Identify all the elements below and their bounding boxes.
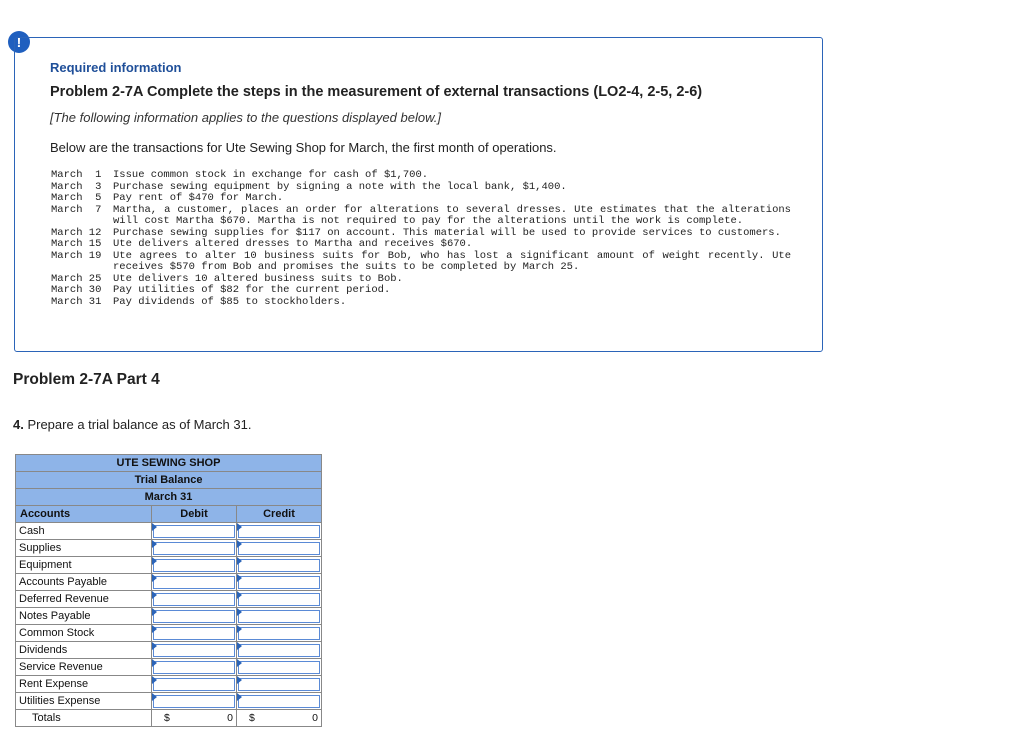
debit-column-header: Debit xyxy=(152,506,237,523)
flag-icon xyxy=(237,540,242,548)
notes-payable-credit-input[interactable] xyxy=(238,610,320,623)
flag-icon xyxy=(237,676,242,684)
flag-icon xyxy=(152,659,157,667)
account-name: Service Revenue xyxy=(16,659,152,676)
trial-balance-table xyxy=(15,454,322,727)
table-row xyxy=(16,540,322,557)
debit-cell xyxy=(152,591,237,608)
credit-cell xyxy=(237,557,322,574)
total-debit-value: 0 xyxy=(227,712,233,724)
credit-cell xyxy=(237,608,322,625)
transaction-list xyxy=(51,170,791,308)
transaction-date: March 3 xyxy=(51,180,102,193)
transaction-date: March 25 xyxy=(51,272,102,285)
question-body: Prepare a trial balance as of March 31. xyxy=(23,417,252,432)
table-row xyxy=(16,608,322,625)
table-row xyxy=(16,693,322,710)
info-note: [The following information applies to the questions displayed below.] xyxy=(50,110,441,125)
transaction-date: March 30 xyxy=(51,284,102,296)
transaction-text: Pay utilities of $82 for the current period. xyxy=(113,284,391,296)
service-revenue-debit-input[interactable] xyxy=(153,661,235,674)
transaction-row xyxy=(51,297,791,309)
credit-column-header: Credit xyxy=(237,506,322,523)
account-name: Deferred Revenue xyxy=(16,591,152,608)
debit-cell xyxy=(152,557,237,574)
table-row xyxy=(16,591,322,608)
table-row xyxy=(16,659,322,676)
transaction-date: March 15 xyxy=(51,238,102,250)
debit-cell xyxy=(152,693,237,710)
utilities-expense-credit-input[interactable] xyxy=(238,695,320,708)
transaction-row xyxy=(51,170,791,182)
flag-icon xyxy=(237,591,242,599)
equipment-debit-input[interactable] xyxy=(153,559,235,572)
table-row xyxy=(16,574,322,591)
credit-cell xyxy=(237,693,322,710)
transaction-text: Ute delivers altered dresses to Martha and receives $670. xyxy=(113,238,473,250)
flag-icon xyxy=(237,693,242,701)
totals-row xyxy=(16,710,322,727)
account-name: Dividends xyxy=(16,642,152,659)
alert-icon: ! xyxy=(8,31,30,53)
transaction-text: Pay rent of $470 for March. xyxy=(113,192,284,204)
cash-credit-input[interactable] xyxy=(238,525,320,538)
rent-expense-credit-input[interactable] xyxy=(238,678,320,691)
credit-cell xyxy=(237,659,322,676)
flag-icon xyxy=(152,557,157,565)
transaction-row xyxy=(51,193,791,205)
deferred-revenue-credit-input[interactable] xyxy=(238,593,320,606)
credit-cell xyxy=(237,574,322,591)
transaction-text: Issue common stock in exchange for cash of $1,700. xyxy=(113,169,429,181)
transaction-date: March 7 xyxy=(51,203,102,216)
credit-cell xyxy=(237,676,322,693)
service-revenue-credit-input[interactable] xyxy=(238,661,320,674)
part-title: Problem 2-7A Part 4 xyxy=(13,371,160,388)
accounts-column-header: Accounts xyxy=(16,506,152,523)
question-text xyxy=(13,417,251,432)
transaction-row xyxy=(51,285,791,297)
flag-icon xyxy=(152,625,157,633)
transaction-text: Ute agrees to alter 10 business suits for Bob, who has lost a significant amount of weight recently. Ute receives $570 from Bob and promises the suits to be completed by March 25. xyxy=(113,249,791,273)
total-credit-value: 0 xyxy=(312,712,318,724)
flag-icon xyxy=(237,642,242,650)
flag-icon xyxy=(152,591,157,599)
credit-cell xyxy=(237,642,322,659)
accounts-payable-debit-input[interactable] xyxy=(153,576,235,589)
flag-icon xyxy=(237,574,242,582)
supplies-credit-input[interactable] xyxy=(238,542,320,555)
flag-icon xyxy=(152,540,157,548)
required-information-label: Required information xyxy=(50,60,182,75)
account-name: Common Stock xyxy=(16,625,152,642)
transaction-date: March 5 xyxy=(51,192,102,204)
transaction-row xyxy=(51,239,791,251)
flag-icon xyxy=(152,574,157,582)
dividends-credit-input[interactable] xyxy=(238,644,320,657)
question-number: 4. xyxy=(13,417,24,432)
equipment-credit-input[interactable] xyxy=(238,559,320,572)
currency-symbol: $ xyxy=(164,712,170,724)
statement-name: Trial Balance xyxy=(16,472,322,489)
flag-icon xyxy=(152,676,157,684)
deferred-revenue-debit-input[interactable] xyxy=(153,593,235,606)
statement-date: March 31 xyxy=(16,489,322,506)
table-row xyxy=(16,642,322,659)
debit-cell xyxy=(152,659,237,676)
currency-symbol: $ xyxy=(249,712,255,724)
common-stock-debit-input[interactable] xyxy=(153,627,235,640)
flag-icon xyxy=(237,523,242,531)
credit-cell xyxy=(237,591,322,608)
debit-cell xyxy=(152,642,237,659)
transaction-row xyxy=(51,205,791,228)
flag-icon xyxy=(152,523,157,531)
transaction-date: March 1 xyxy=(51,169,102,181)
transaction-text: Martha, a customer, places an order for alterations to several dresses. Ute estimates that the alterations will cost Martha $670. Martha is not required to pay for the alterations until the work is complete. xyxy=(113,203,791,227)
flag-icon xyxy=(237,659,242,667)
flag-icon xyxy=(237,608,242,616)
transaction-date: March 19 xyxy=(51,249,102,262)
account-name: Accounts Payable xyxy=(16,574,152,591)
flag-icon xyxy=(152,693,157,701)
accounts-payable-credit-input[interactable] xyxy=(238,576,320,589)
account-name: Cash xyxy=(16,523,152,540)
account-name: Notes Payable xyxy=(16,608,152,625)
flag-icon xyxy=(152,642,157,650)
table-row xyxy=(16,625,322,642)
transaction-text: Purchase sewing supplies for $117 on account. This material will be used to provide services to customers. xyxy=(113,226,781,239)
flag-icon xyxy=(237,625,242,633)
debit-cell xyxy=(152,608,237,625)
table-row xyxy=(16,557,322,574)
transaction-row xyxy=(51,251,791,274)
credit-cell xyxy=(237,625,322,642)
credit-cell xyxy=(237,540,322,557)
problem-title: Problem 2-7A Complete the steps in the measurement of external transactions (LO2-4, 2-5, 2-6) xyxy=(50,84,703,100)
notes-payable-debit-input[interactable] xyxy=(153,610,235,623)
total-credit xyxy=(237,710,322,727)
flag-icon xyxy=(237,557,242,565)
transaction-text: Pay dividends of $85 to stockholders. xyxy=(113,295,347,308)
account-name: Rent Expense xyxy=(16,676,152,693)
totals-label: Totals xyxy=(16,710,152,727)
account-name: Equipment xyxy=(16,557,152,574)
credit-cell xyxy=(237,523,322,540)
utilities-expense-debit-input[interactable] xyxy=(153,695,235,708)
table-row xyxy=(16,676,322,693)
transaction-text: Purchase sewing equipment by signing a note with the local bank, $1,400. xyxy=(113,180,567,193)
cash-debit-input[interactable] xyxy=(153,525,235,538)
transaction-date: March 31 xyxy=(51,295,102,308)
intro-text: Below are the transactions for Ute Sewing Shop for March, the first month of operations. xyxy=(50,140,557,155)
supplies-debit-input[interactable] xyxy=(153,542,235,555)
debit-cell xyxy=(152,625,237,642)
table-row xyxy=(16,523,322,540)
account-name: Utilities Expense xyxy=(16,693,152,710)
debit-cell xyxy=(152,574,237,591)
account-name: Supplies xyxy=(16,540,152,557)
transaction-text: Ute delivers 10 altered business suits to Bob. xyxy=(113,272,403,285)
debit-cell xyxy=(152,676,237,693)
transaction-date: March 12 xyxy=(51,226,102,239)
total-debit xyxy=(152,710,237,727)
company-name: UTE SEWING SHOP xyxy=(16,455,322,472)
debit-cell xyxy=(152,523,237,540)
dividends-debit-input[interactable] xyxy=(153,644,235,657)
debit-cell xyxy=(152,540,237,557)
flag-icon xyxy=(152,608,157,616)
common-stock-credit-input[interactable] xyxy=(238,627,320,640)
rent-expense-debit-input[interactable] xyxy=(153,678,235,691)
